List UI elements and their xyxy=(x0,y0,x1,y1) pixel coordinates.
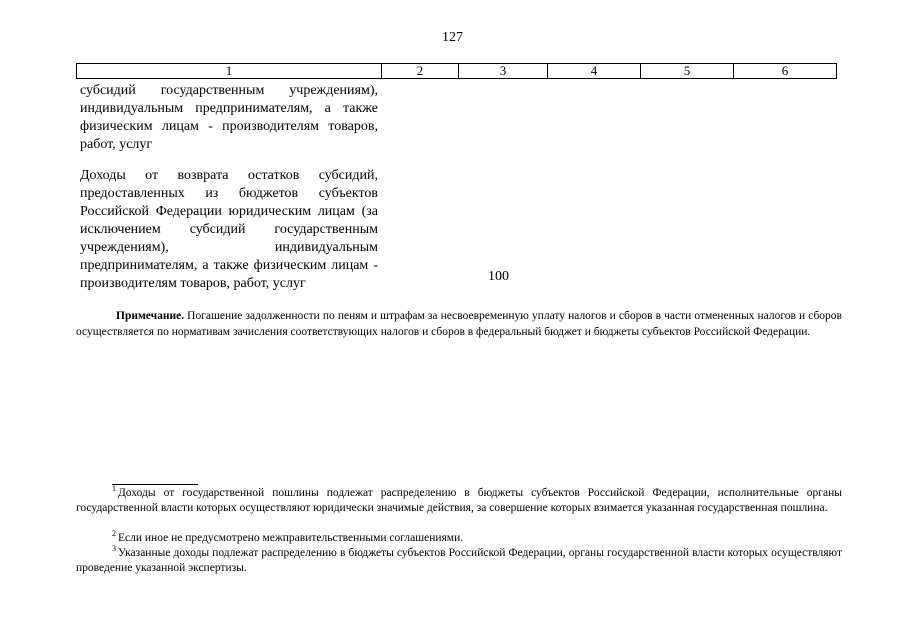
footnote-1-mark: 1 xyxy=(112,484,116,494)
footnote-1 xyxy=(76,486,842,516)
table-header-row xyxy=(76,63,837,79)
table-row-income-value: 100 xyxy=(488,269,509,284)
footnote-1-text: Доходы от государственной пошлины подлежат распределению в бюджеты субъектов Российской Федерации, исполнительные органы государственной власти которых осуществляют юридически значимые действия, за совершение которых взимается указанная государственная пошлина. xyxy=(76,487,842,514)
footnote-3 xyxy=(76,546,842,576)
footnote-3-mark: 3 xyxy=(112,544,116,554)
footnote-2 xyxy=(76,531,842,546)
table-header-col-2: 2 xyxy=(382,64,459,78)
footnote-2-mark: 2 xyxy=(112,529,116,539)
table-header-col-4: 4 xyxy=(548,64,641,78)
table-header-col-1: 1 xyxy=(77,64,382,78)
table-row-income-text: Доходы от возврата остатков субсидий, предоставленных из бюджетов субъектов Российской Федерации юридическим лицам (за исключением субсидий государственным учреждениям), индивидуальным предпринимателям, а также физическим лицам - производителям товаров, работ, услуг xyxy=(80,168,378,291)
table-row-continued-text: субсидий государственным учреждениям), индивидуальным предпринимателям, а также физическим лицам - производителям товаров, работ, услуг xyxy=(80,83,378,152)
footnote-separator xyxy=(112,484,198,485)
note-label: Примечание. xyxy=(116,310,185,322)
page-number: 127 xyxy=(442,30,463,45)
table-header-col-3: 3 xyxy=(459,64,548,78)
footnote-2-text: Если иное не предусмотрено межправительственными соглашениями. xyxy=(118,532,464,544)
note-text: Погашение задолженности по пеням и штрафам за несвоевременную уплату налогов и сборов в части отмененных налогов и сборов осуществляется по нормативам зачисления соответствующих налогов и сборов в федеральный бюджет и бюджеты субъектов Российской Федерации. xyxy=(76,310,842,338)
table-header-col-6: 6 xyxy=(781,63,789,78)
footnote-3-text: Указанные доходы подлежат распределению в бюджеты субъектов Российской Федерации, органы государственной власти которых осуществляют проведение указанной экспертизы. xyxy=(76,547,842,574)
table-header-col-5: 5 xyxy=(641,64,734,78)
note-paragraph xyxy=(76,308,842,340)
